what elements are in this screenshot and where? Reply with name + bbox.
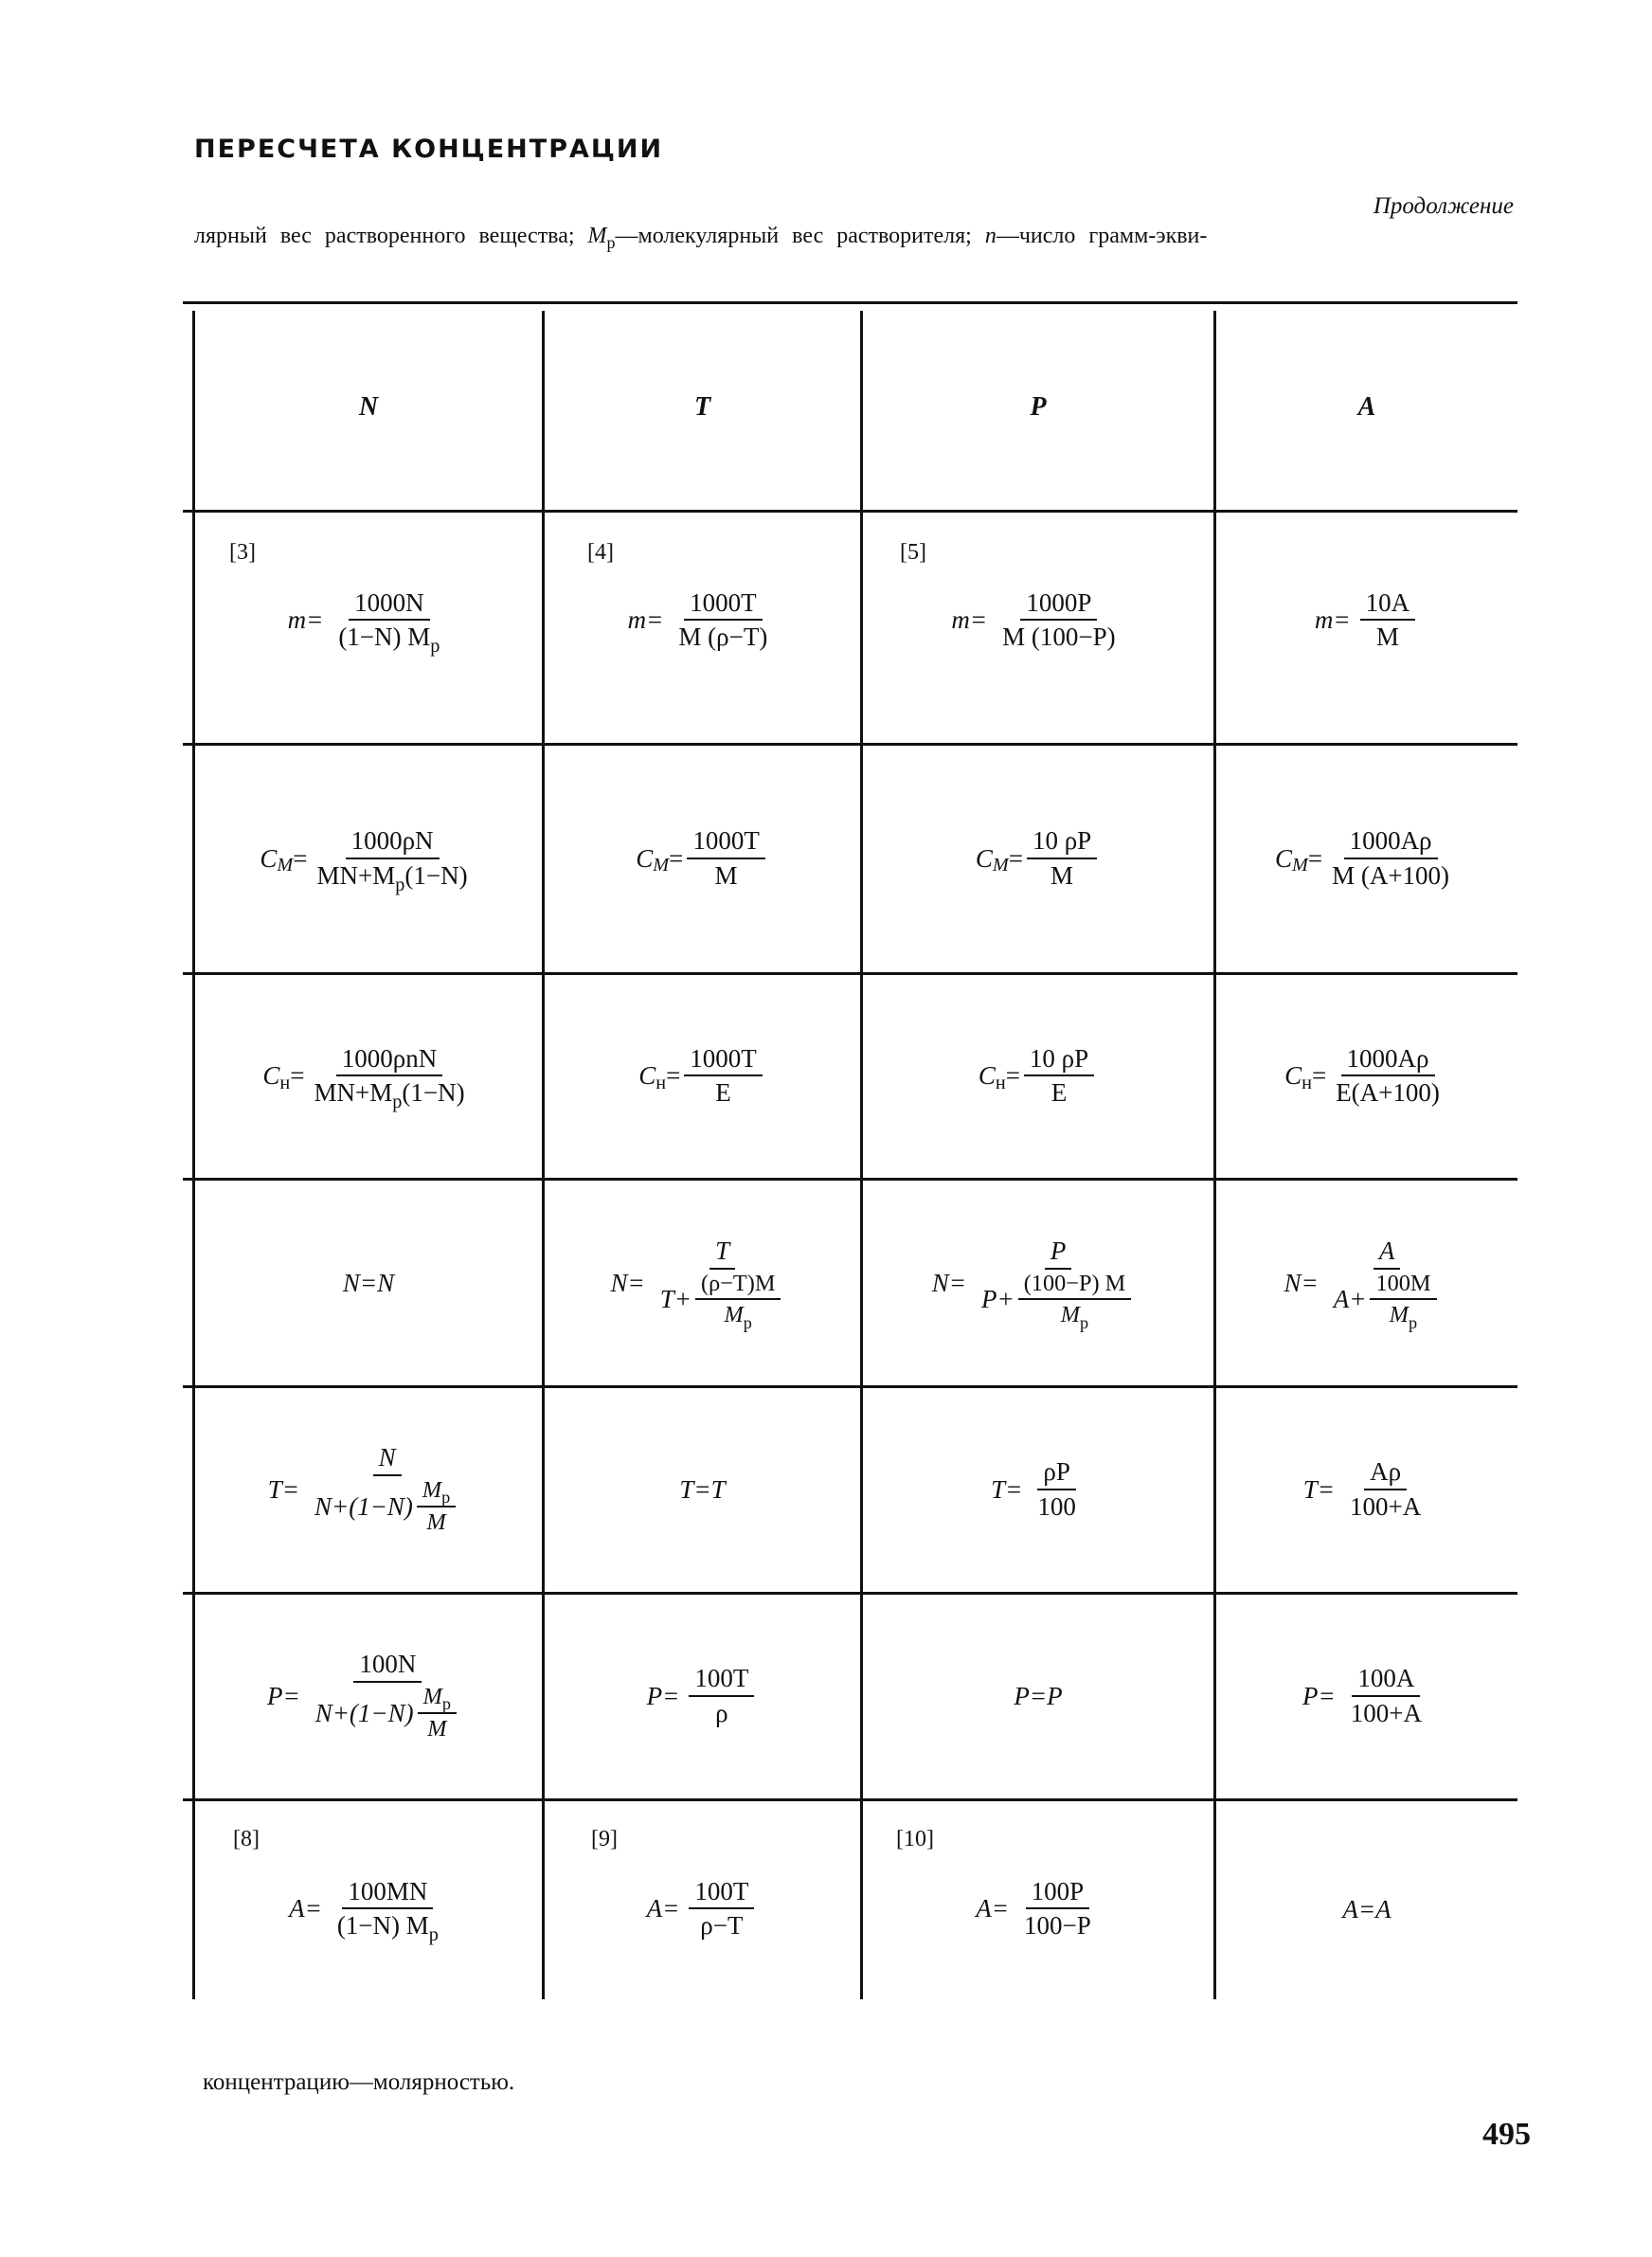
lhs: C	[262, 1061, 280, 1091]
formula-n-from-t	[545, 1181, 860, 1385]
subscript: р	[392, 1092, 403, 1113]
numerator: 100T	[689, 1665, 754, 1697]
denominator: ρ−T	[700, 1911, 744, 1941]
numerator: 1000T	[684, 1045, 763, 1077]
lhs-subscript: н	[279, 1072, 291, 1093]
formula-cm-from-n: C M = $\frac{1000\rho N}{MN+M_р(1-N)}$	[260, 826, 468, 895]
subscript: р	[441, 1694, 452, 1714]
lhs-subscript: н	[1302, 1072, 1312, 1093]
formula-p-from-p	[863, 1595, 1213, 1798]
denominator: M (100−P)	[1002, 623, 1116, 652]
formula-m-from-a	[1216, 559, 1517, 682]
subscript: р	[1409, 1312, 1418, 1332]
intro-n: n	[984, 224, 997, 248]
lhs: m=	[627, 605, 664, 635]
continued-label: Продолжение	[1373, 193, 1514, 219]
denominator: 100−P	[1023, 1911, 1091, 1941]
formula-cn-from-n: C н = $\frac{\text{1000ρnN}}{MN+M_р(1-N)}$	[262, 1043, 465, 1113]
denominator: M (ρ−T)	[678, 623, 768, 652]
inner-denominator: M	[724, 1302, 744, 1328]
subscript: р	[428, 1924, 439, 1946]
ref-3: [3]	[229, 540, 256, 565]
formula-a-from-n	[195, 1848, 542, 1971]
numerator: 100A	[1352, 1665, 1420, 1697]
lhs: C	[636, 843, 654, 873]
inner-denominator: M	[427, 1715, 447, 1742]
lhs-subscript: M	[992, 855, 1009, 876]
formula-cn-from-a: C н = $\frac{1000A\rho}{E(A+100)}$	[1216, 975, 1517, 1178]
lhs: T=	[991, 1474, 1023, 1504]
lhs: A=	[646, 1894, 680, 1923]
lhs: m=	[951, 605, 988, 635]
table-rule	[183, 510, 1517, 513]
lhs: P=	[1302, 1681, 1336, 1710]
lhs: A=	[976, 1894, 1009, 1923]
denominator: (1−N) M	[338, 623, 431, 652]
subscript: р	[1080, 1312, 1089, 1332]
ref-10: [10]	[896, 1827, 934, 1851]
inner-numerator: M	[422, 1684, 442, 1710]
numerator: 1000T	[687, 827, 765, 859]
denominator-part: N+(1−N)	[314, 1491, 413, 1521]
formula-p-from-n	[195, 1595, 542, 1798]
denominator-part: P+	[980, 1285, 1015, 1314]
inner-numerator: M	[422, 1477, 442, 1504]
denominator: E	[715, 1078, 731, 1108]
formula-p-from-t	[545, 1595, 860, 1798]
lhs: T=	[267, 1475, 299, 1504]
lhs: N=	[1284, 1268, 1319, 1297]
lhs: C	[1284, 1061, 1302, 1091]
lhs: N=	[931, 1268, 966, 1297]
inner-denominator: M	[426, 1508, 446, 1535]
identity: T=T	[679, 1475, 726, 1504]
identity: A=A	[1342, 1894, 1392, 1923]
formula-t-from-t	[545, 1388, 860, 1592]
denominator-part: N+(1−N)	[314, 1698, 414, 1727]
inner-denominator: M	[1060, 1302, 1081, 1328]
numerator: 1000ρnN	[336, 1045, 442, 1077]
denominator: M	[714, 860, 738, 890]
lhs: P=	[646, 1681, 680, 1710]
numerator: 1000T	[684, 589, 763, 622]
lhs: A=	[289, 1894, 322, 1923]
numerator: 100P	[1026, 1878, 1090, 1910]
numerator: 10A	[1360, 589, 1416, 622]
lhs: T=	[1302, 1474, 1335, 1504]
lhs: m=	[1314, 605, 1351, 635]
intro-mp: M	[587, 224, 607, 248]
numerator: N	[373, 1444, 402, 1476]
denominator-part: MN+M	[316, 860, 396, 890]
formula-p-from-a	[1216, 1595, 1517, 1798]
formula-cn-from-t: C н = $\frac{1000T}{E}$	[545, 975, 860, 1178]
denominator-part: (1−N)	[402, 1078, 465, 1108]
denominator: 100+A	[1350, 1698, 1422, 1727]
lhs: P=	[266, 1682, 300, 1710]
numerator: 1000Aρ	[1341, 1045, 1435, 1077]
ref-4: [4]	[587, 540, 614, 565]
subscript: р	[430, 636, 440, 658]
intro-pre: лярный вес растворенного вещества;	[194, 224, 575, 248]
denominator-part: T+	[659, 1285, 691, 1314]
lhs: C	[1274, 843, 1292, 873]
formula-n-from-n	[195, 1181, 542, 1385]
formula-t-from-p	[863, 1388, 1213, 1592]
numerator: 10 ρP	[1024, 1045, 1094, 1077]
denominator: M	[1050, 860, 1074, 890]
formula-cm-from-t: C M = $\frac{1000T}{M}$	[545, 746, 860, 972]
page-number: 495	[1482, 2117, 1531, 2152]
formula-cm-from-a: C M = $\frac{1000A\rho}{M (A+100)}$	[1216, 746, 1517, 972]
denominator: M (A+100)	[1332, 860, 1450, 890]
identity: P=P	[1014, 1682, 1063, 1710]
numerator: A	[1374, 1237, 1401, 1270]
numerator: 1000P	[1020, 589, 1097, 622]
intro-post: —число грамм-экви-	[996, 224, 1208, 248]
formula-m-from-t	[545, 559, 860, 682]
numerator: 10 ρP	[1027, 827, 1097, 859]
lhs: C	[975, 843, 993, 873]
formula-cn-from-p: C н = $\frac{10 \rho P}{E}$	[863, 975, 1213, 1178]
denominator: (1−N) M	[336, 1911, 429, 1941]
lhs-subscript: н	[995, 1072, 1006, 1093]
numerator: 1000Aρ	[1344, 827, 1438, 859]
ref-8: [8]	[233, 1827, 260, 1851]
section-title: ПЕРЕСЧЕТА КОНЦЕНТРАЦИИ	[194, 135, 664, 164]
denominator: 100	[1037, 1491, 1076, 1521]
denominator: E	[1050, 1078, 1068, 1108]
formula-t-from-n	[195, 1388, 542, 1592]
formula-a-from-p	[863, 1848, 1213, 1971]
numerator: T	[709, 1237, 735, 1270]
denominator-part: MN+M	[314, 1078, 393, 1108]
denominator: ρ	[715, 1698, 728, 1727]
subscript: р	[441, 1488, 451, 1508]
lhs-subscript: M	[277, 855, 294, 876]
intro-text	[194, 224, 1208, 253]
lhs: C	[260, 843, 278, 873]
formula-cm-from-p: C M = $\frac{10 \rho P}{M}$	[863, 746, 1213, 972]
table-rule	[183, 1798, 1517, 1801]
column-header-n: N	[358, 391, 379, 422]
numerator: P	[1045, 1237, 1072, 1270]
lhs: m=	[287, 605, 324, 635]
lhs-subscript: н	[655, 1072, 667, 1093]
numerator: 1000N	[349, 589, 430, 622]
formula-t-from-a	[1216, 1388, 1517, 1592]
ref-5: [5]	[900, 540, 926, 565]
subscript: р	[395, 874, 405, 895]
inner-numerator: (ρ−T)M	[695, 1272, 781, 1301]
column-header-t: T	[693, 391, 711, 422]
denominator-part: A+	[1333, 1285, 1367, 1314]
denominator: E(A+100)	[1336, 1078, 1440, 1108]
inner-numerator: (100−P) M	[1018, 1272, 1132, 1301]
lhs: N=	[610, 1268, 645, 1297]
numerator: ρP	[1037, 1458, 1076, 1490]
footnote: концентрацию—молярностью.	[203, 2069, 515, 2095]
intro-mid: —молекулярный вес растворителя;	[615, 224, 972, 248]
ref-9: [9]	[591, 1827, 618, 1851]
identity: N=N	[342, 1268, 395, 1297]
column-header-a: A	[1357, 391, 1376, 422]
numerator: 100MN	[342, 1878, 433, 1910]
lhs: C	[978, 1061, 996, 1091]
formula-a-from-a	[1216, 1848, 1517, 1971]
numerator: 1000ρN	[346, 827, 440, 859]
denominator: 100+A	[1350, 1491, 1422, 1521]
subscript: р	[743, 1312, 752, 1332]
inner-denominator: M	[1389, 1302, 1410, 1328]
lhs: C	[638, 1061, 656, 1091]
formula-m-from-n	[195, 559, 542, 682]
formula-m-from-p	[863, 559, 1213, 682]
lhs-subscript: M	[653, 855, 670, 876]
inner-numerator: 100M	[1370, 1272, 1436, 1301]
numerator: Aρ	[1364, 1458, 1407, 1490]
lhs-subscript: M	[1291, 855, 1308, 876]
formula-n-from-p	[863, 1181, 1213, 1385]
column-header-p: P	[1030, 391, 1047, 422]
formula-n-from-a	[1216, 1181, 1517, 1385]
intro-mp-sub: р	[606, 233, 616, 253]
numerator: 100N	[353, 1651, 422, 1683]
denominator: M	[1375, 623, 1399, 652]
denominator-part: (1−N)	[404, 860, 468, 890]
formula-a-from-t	[545, 1848, 860, 1971]
numerator: 100T	[689, 1878, 754, 1910]
